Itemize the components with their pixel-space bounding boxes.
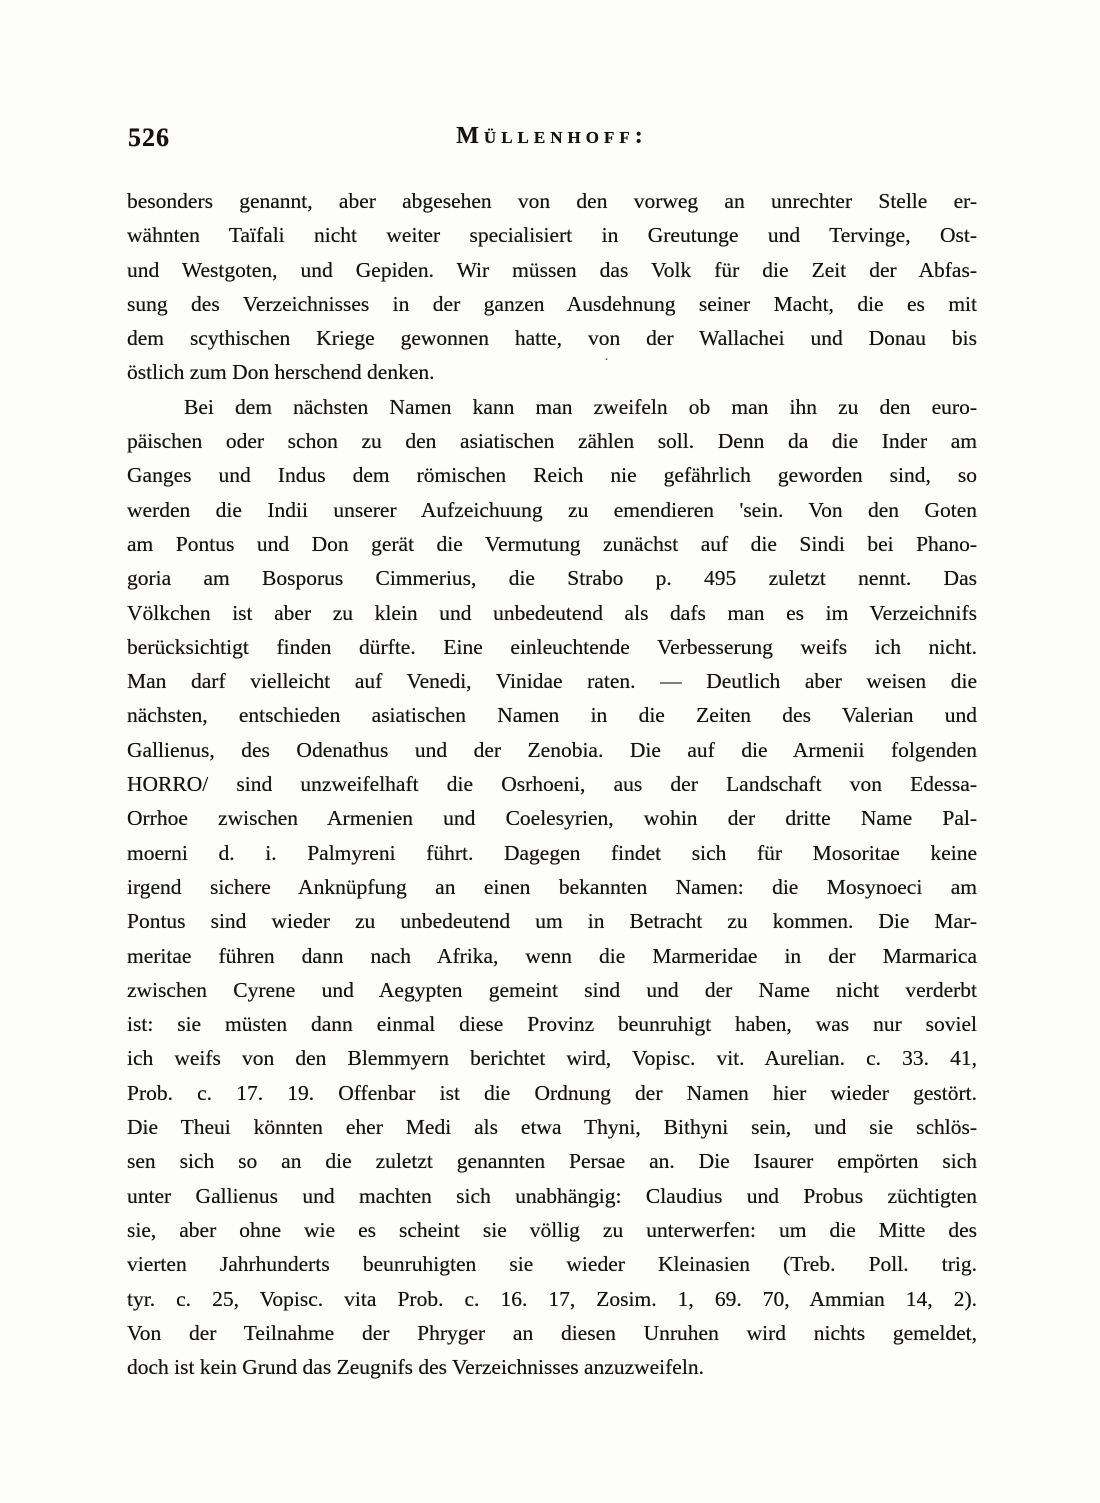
text-line: und Westgoten, und Gepiden. Wir müssen das Volk für die Zeit der Abfas- — [127, 257, 977, 282]
text-line: zwischen Cyrene und Aegypten gemeint sind und der Name nicht verderbt — [127, 977, 977, 1002]
text-line: nächsten, entschieden asiatischen Namen in die Zeiten des Valerian und — [127, 703, 977, 728]
stray-ink-mark: · — [604, 352, 609, 368]
text-line: Pontus sind wieder zu unbedeutend um in Betracht zu kommen. Die Mar- — [127, 909, 977, 934]
text-line: tyr. c. 25, Vopisc. vita Prob. c. 16. 17, Zosim. 1, 69. 70, Ammian 14, 2). — [127, 1286, 977, 1311]
text-line: dem scythischen Kriege gewonnen hatte, von der Wallachei und Donau bis — [127, 326, 977, 351]
text-line: unter Gallienus und machten sich unabhängig: Claudius und Probus züchtigten — [127, 1183, 977, 1208]
text-line: Die Theui könnten eher Medi als etwa Thyni, Bithyni sein, und sie schlös- — [127, 1115, 977, 1140]
text-block — [127, 184, 977, 1384]
text-line: päischen oder schon zu den asiatischen zählen soll. Denn da die Inder am — [127, 429, 977, 454]
text-line: meritae führen dann nach Afrika, wenn die Marmeridae in der Marmarica — [127, 943, 977, 968]
text-line: ich weifs von den Blemmyern berichtet wird, Vopisc. vit. Aurelian. c. 33. 41, — [127, 1046, 977, 1071]
text-line: moerni d. i. Palmyreni führt. Dagegen findet sich für Mosoritae keine — [127, 840, 977, 865]
text-line: HORRO/ sind unzweifelhaft die Osrhoeni, aus der Landschaft von Edessa- — [127, 772, 977, 797]
text-line: besonders genannt, aber abgesehen von den vorweg an unrechter Stelle er- — [127, 189, 977, 213]
text-line: wähnten Taïfali nicht weiter specialisiert in Greutunge und Tervinge, Ost- — [127, 223, 977, 248]
text-line: Bei dem nächsten Namen kann man zweifeln ob man ihn zu den euro- — [184, 394, 977, 419]
text-line: goria am Bosporus Cimmerius, die Strabo p. 495 zuletzt nennt. Das — [127, 566, 977, 591]
text-line: werden die Indii unserer Aufzeichuung zu emendieren 'sein. Von den Goten — [127, 497, 977, 522]
text-line: Gallienus, des Odenathus und der Zenobia. Die auf die Armenii folgenden — [127, 737, 977, 762]
text-line: berücksichtigt finden dürfte. Eine einleuchtende Verbesserung weifs ich nicht. — [127, 634, 977, 659]
text-line: vierten Jahrhunderts beunruhigten sie wieder Kleinasien (Treb. Poll. trig. — [127, 1252, 977, 1277]
text-line: ist: sie müsten dann einmal diese Provinz beunruhigt haben, was nur soviel — [127, 1012, 977, 1037]
text-line: am Pontus und Don gerät die Vermutung zunächst auf die Sindi bei Phano- — [127, 531, 977, 556]
text-line: Man darf vielleicht auf Venedi, Vinidae raten. — Deutlich aber weisen die — [127, 669, 977, 694]
text-line: irgend sichere Anknüpfung an einen bekannten Namen: die Mosynoeci am — [127, 874, 977, 899]
text-line: sie, aber ohne wie es scheint sie völlig zu unterwerfen: um die Mitte des — [127, 1217, 977, 1242]
text-line: sung des Verzeichnisses in der ganzen Ausdehnung seiner Macht, die es mit — [127, 291, 977, 316]
text-line: Orrhoe zwischen Armenien und Coelesyrien, wohin der dritte Name Pal- — [127, 806, 977, 831]
text-line: Von der Teilnahme der Phryger an diesen Unruhen wird nichts gemeldet, — [127, 1320, 977, 1345]
page-number: 526 — [128, 123, 170, 152]
text-line: östlich zum Don herschend denken. — [127, 360, 435, 385]
running-header — [127, 121, 977, 157]
text-line: sen sich so an die zuletzt genannten Persae an. Die Isaurer empörten sich — [127, 1149, 977, 1174]
text-line: doch ist kein Grund das Zeugnifs des Verzeichnisses anzuzweifeln. — [127, 1355, 704, 1380]
text-line: Völkchen ist aber zu klein und unbedeutend als dafs man es im Verzeichnifs — [127, 600, 977, 625]
running-header-author: Müllenhoff: — [456, 123, 648, 149]
text-line: Ganges und Indus dem römischen Reich nie gefährlich geworden sind, so — [127, 463, 977, 488]
text-line: Prob. c. 17. 19. Offenbar ist die Ordnung der Namen hier wieder gestört. — [127, 1080, 977, 1105]
